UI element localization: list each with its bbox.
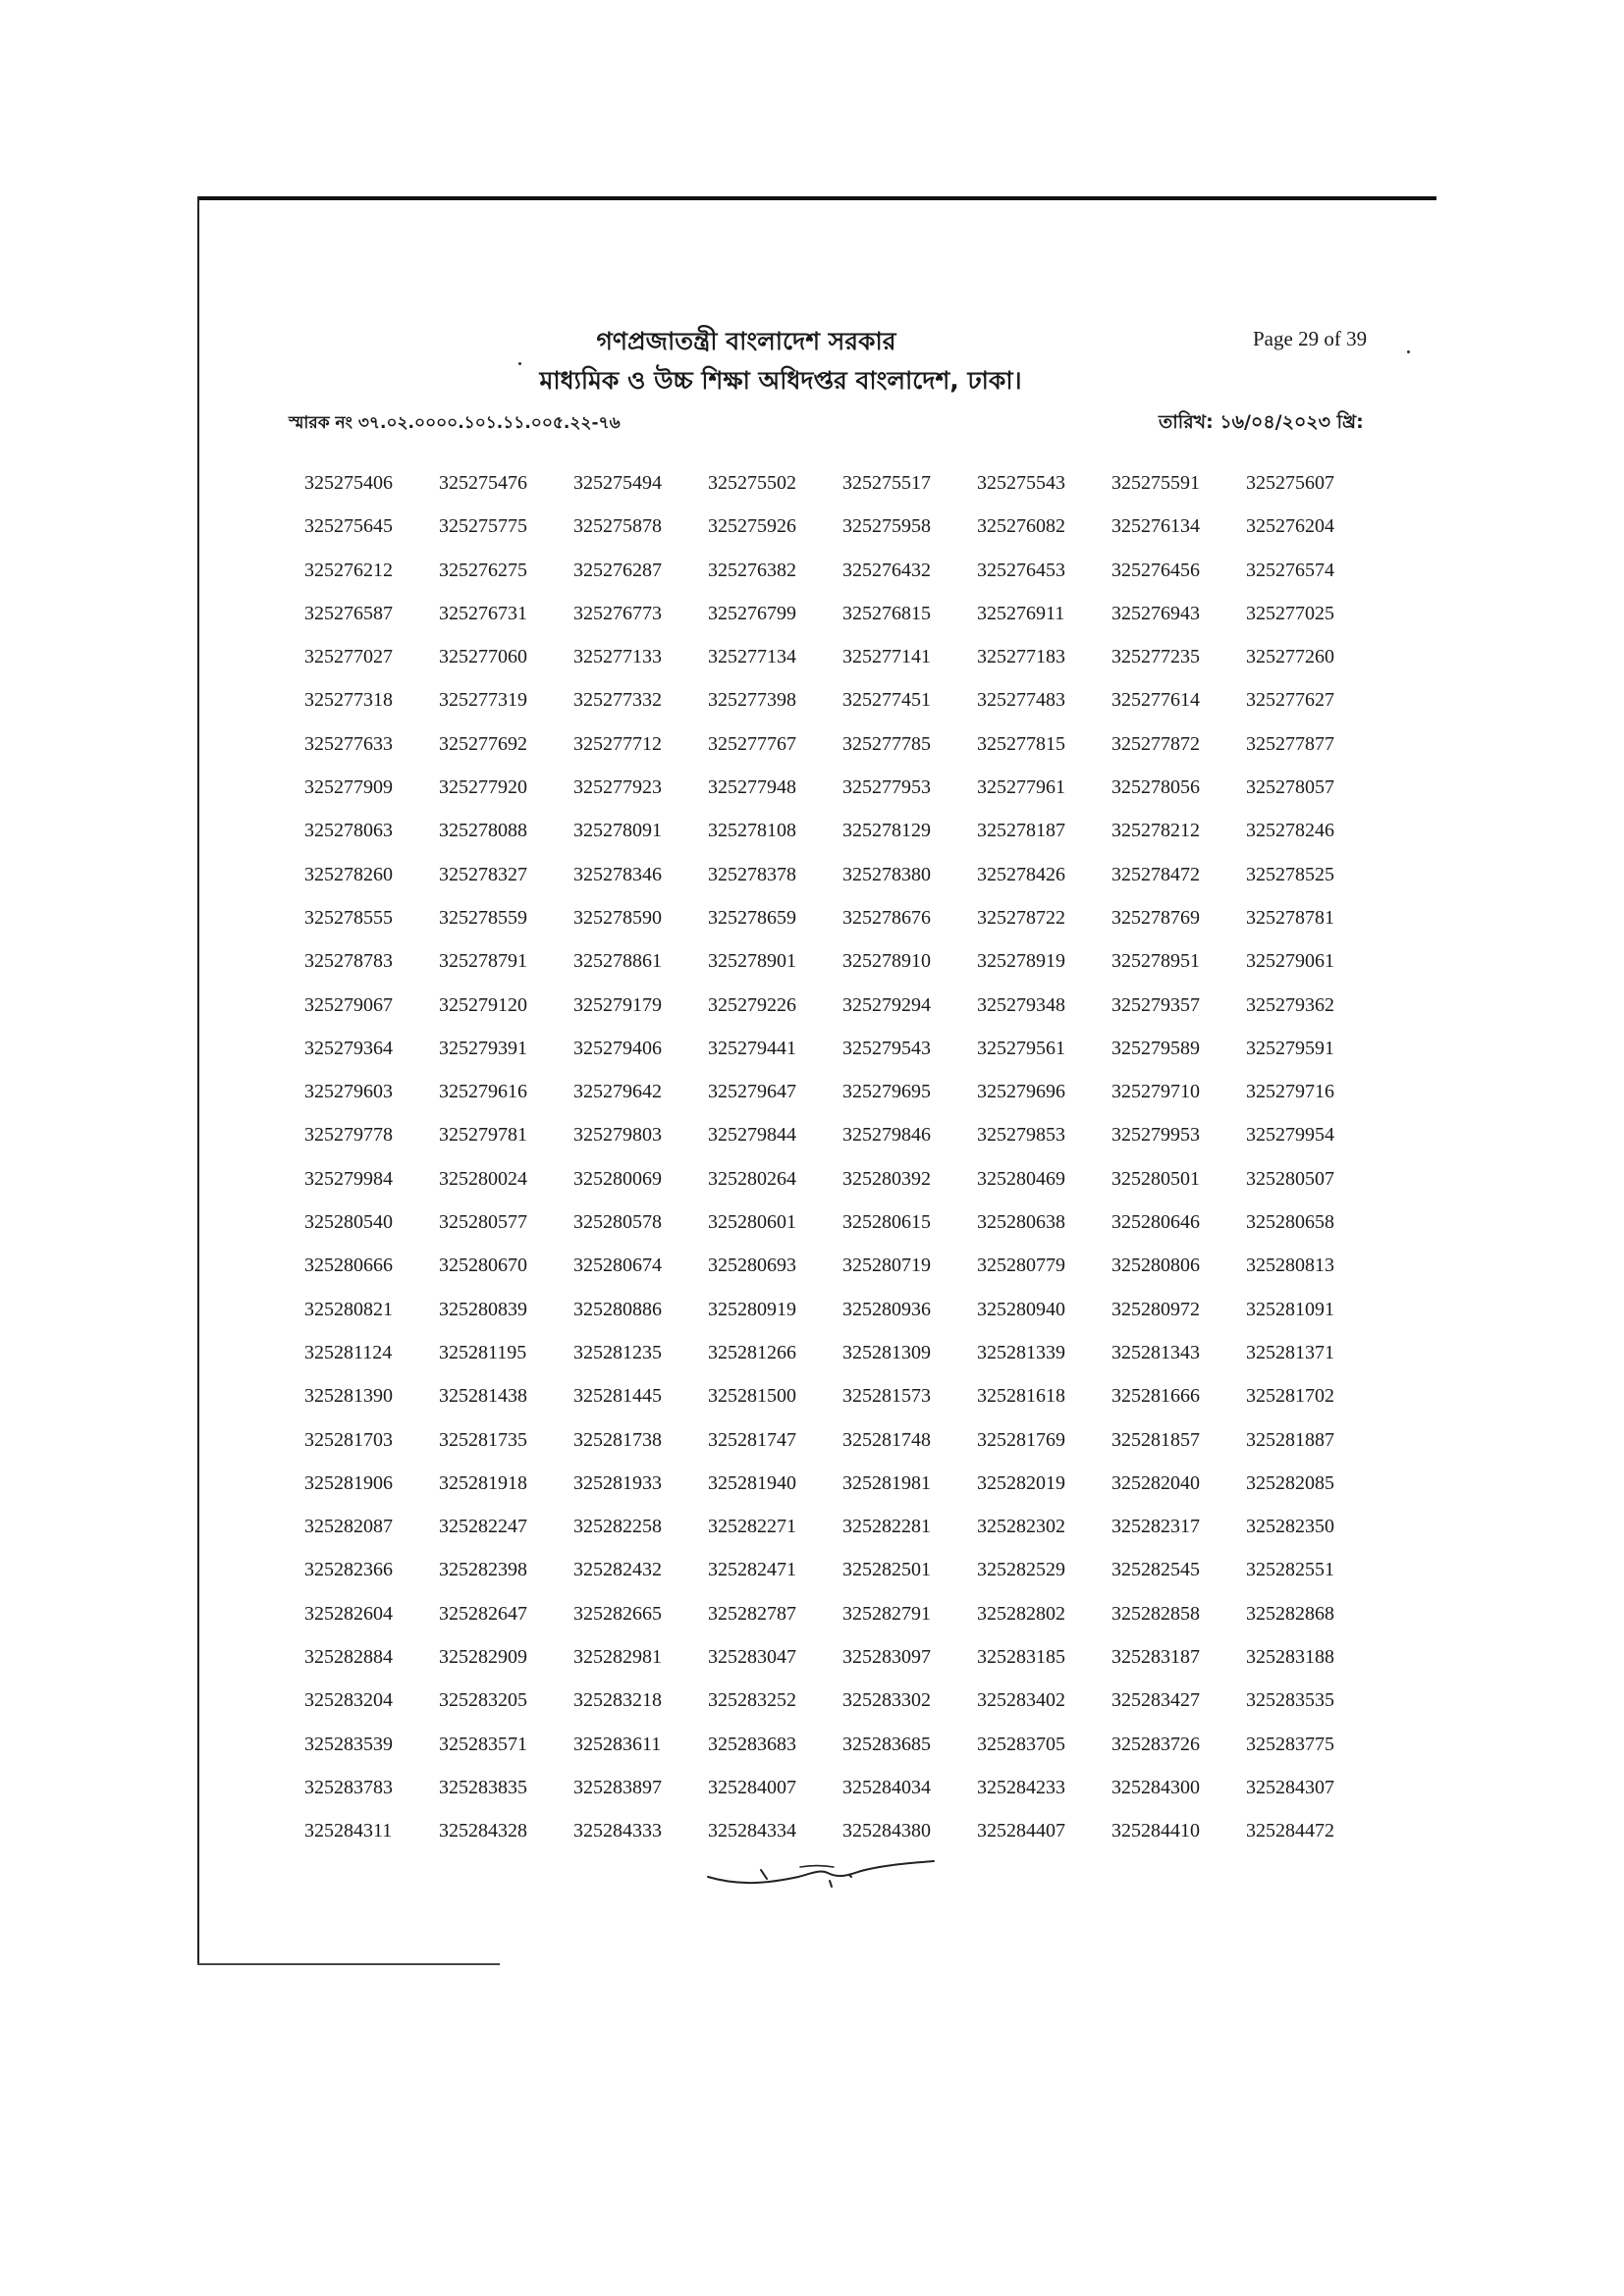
scan-speck [1407,350,1410,353]
roll-number-cell: 325279954 [1246,1124,1334,1147]
roll-number-cell: 325275926 [708,515,796,538]
roll-number-cell: 325280507 [1246,1167,1334,1190]
roll-number-cell: 325281747 [708,1428,796,1451]
roll-number-cell: 325279696 [977,1081,1065,1103]
roll-number-cell: 325275494 [573,472,662,494]
roll-number-cell: 325278246 [1246,820,1334,842]
roll-number-cell: 325276815 [842,602,931,624]
roll-number-cell: 325281702 [1246,1385,1334,1408]
roll-number-cell: 325284233 [977,1776,1065,1798]
roll-number-cell: 325281918 [439,1471,527,1494]
roll-number-cell: 325275517 [842,472,931,494]
roll-number-cell: 325284311 [304,1820,393,1842]
roll-number-cell: 325283097 [842,1646,931,1669]
roll-number-cell: 325282909 [439,1646,527,1669]
roll-number-cell: 325277318 [304,689,393,712]
roll-number-cell: 325279846 [842,1124,931,1147]
roll-number-cell: 325281124 [304,1341,393,1363]
roll-number-cell: 325281618 [977,1385,1065,1408]
roll-number-cell: 325278472 [1111,863,1200,885]
roll-number-cell: 325282398 [439,1559,527,1581]
issue-date: তারিখ: ১৬/০৪/২০২৩ খ্রি: [1159,411,1364,433]
roll-number-cell: 325278722 [977,906,1065,929]
roll-number-cell: 325279226 [708,993,796,1016]
roll-number-cell: 325282787 [708,1602,796,1625]
roll-number-cell: 325279647 [708,1081,796,1103]
memo-number: স্মারক নং ৩৭.০২.০০০০.১০১.১১.০০৫.২২-৭৬ [289,413,621,433]
roll-number-cell: 325275543 [977,472,1065,494]
roll-number-cell: 325282868 [1246,1602,1334,1625]
roll-number-cell: 325279120 [439,993,527,1016]
page-number: Page 29 of 39 [1253,327,1368,350]
roll-number-cell: 325280646 [1111,1211,1200,1234]
roll-number-cell: 325275406 [304,472,393,494]
roll-number-cell: 325283188 [1246,1646,1334,1669]
roll-number-cell: 325280540 [304,1211,393,1234]
roll-number-cell: 325279067 [304,993,393,1016]
roll-number-cell: 325280821 [304,1298,393,1320]
roll-number-cell: 325284300 [1111,1776,1200,1798]
roll-number-cell: 325278327 [439,863,527,885]
roll-number-cell: 325280069 [573,1167,662,1190]
roll-number-cell: 325276574 [1246,559,1334,581]
roll-number-cell: 325283402 [977,1689,1065,1712]
roll-number-cell: 325283783 [304,1776,393,1798]
roll-number-cell: 325284333 [573,1820,662,1842]
roll-number-cell: 325276432 [842,559,931,581]
roll-number-cell: 325276456 [1111,559,1200,581]
roll-number-cell: 325282551 [1246,1559,1334,1581]
roll-number-cell: 325275502 [708,472,796,494]
roll-number-cell: 325276134 [1111,515,1200,538]
roll-number-cell: 325277027 [304,646,393,668]
roll-number-cell: 325284472 [1246,1820,1334,1842]
roll-number-cell: 325276943 [1111,602,1200,624]
roll-number-cell: 325282791 [842,1602,931,1625]
roll-number-cell: 325283427 [1111,1689,1200,1712]
roll-number-cell: 325277260 [1246,646,1334,668]
roll-number-cell: 325278769 [1111,906,1200,929]
roll-number-cell: 325283705 [977,1733,1065,1755]
roll-number-cell: 325277627 [1246,689,1334,712]
roll-number-cell: 325284334 [708,1820,796,1842]
roll-number-cell: 325283539 [304,1733,393,1755]
roll-number-cell: 325275476 [439,472,527,494]
roll-number-cell: 325278187 [977,820,1065,842]
roll-number-cell: 325278919 [977,950,1065,973]
roll-number-cell: 325276453 [977,559,1065,581]
roll-number-cell: 325280577 [439,1211,527,1234]
roll-number-cell: 325280615 [842,1211,931,1234]
roll-number-cell: 325283897 [573,1776,662,1798]
roll-number-cell: 325277920 [439,776,527,799]
roll-number-cell: 325281091 [1246,1298,1334,1320]
roll-number-cell: 325284410 [1111,1820,1200,1842]
roll-number-cell: 325282247 [439,1516,527,1538]
roll-number-cell: 325278590 [573,906,662,929]
roll-number-cell: 325275878 [573,515,662,538]
roll-number-cell: 325278108 [708,820,796,842]
roll-number-cell: 325282981 [573,1646,662,1669]
roll-number-cell: 325277909 [304,776,393,799]
roll-number-cell: 325280578 [573,1211,662,1234]
roll-number-cell: 325276212 [304,559,393,581]
roll-number-cell: 325277877 [1246,732,1334,755]
roll-number-cell: 325278783 [304,950,393,973]
roll-number-cell: 325282545 [1111,1559,1200,1581]
roll-number-cell: 325278951 [1111,950,1200,973]
roll-number-cell: 325277785 [842,732,931,755]
roll-number-cell: 325279710 [1111,1081,1200,1103]
roll-number-cell: 325280839 [439,1298,527,1320]
roll-number-cell: 325277141 [842,646,931,668]
roll-number-cell: 325280392 [842,1167,931,1190]
roll-number-cell: 325282317 [1111,1516,1200,1538]
roll-number-cell: 325277060 [439,646,527,668]
roll-number-cell: 325282471 [708,1559,796,1581]
roll-number-cell: 325277767 [708,732,796,755]
roll-number-cell: 325278088 [439,820,527,842]
roll-number-cell: 325276275 [439,559,527,581]
roll-number-cell: 325279695 [842,1081,931,1103]
roll-number-cell: 325281390 [304,1385,393,1408]
roll-number-cell: 325278129 [842,820,931,842]
roll-number-cell: 325282281 [842,1516,931,1538]
roll-number-cell: 325281500 [708,1385,796,1408]
roll-number-cell: 325283611 [573,1733,662,1755]
roll-number-cell: 325283185 [977,1646,1065,1669]
roll-number-cell: 325281940 [708,1471,796,1494]
roll-number-cell: 325278346 [573,863,662,885]
roll-number-cell: 325278659 [708,906,796,929]
roll-number-cell: 325281933 [573,1471,662,1494]
roll-number-cell: 325278212 [1111,820,1200,842]
roll-number-cell: 325278525 [1246,863,1334,885]
roll-number-cell: 325283187 [1111,1646,1200,1669]
roll-number-cell: 325277451 [842,689,931,712]
roll-number-cell: 325277025 [1246,602,1334,624]
roll-number-cell: 325282085 [1246,1471,1334,1494]
roll-number-cell: 325281981 [842,1471,931,1494]
roll-number-cell: 325275775 [439,515,527,538]
roll-number-cell: 325280719 [842,1255,931,1277]
roll-number-cell: 325280264 [708,1167,796,1190]
roll-number-cell: 325280469 [977,1167,1065,1190]
roll-number-cell: 325279781 [439,1124,527,1147]
roll-number-cell: 325280024 [439,1167,527,1190]
roll-number-cell: 325282665 [573,1602,662,1625]
roll-number-cell: 325281748 [842,1428,931,1451]
roll-number-cell: 325282802 [977,1602,1065,1625]
roll-number-cell: 325283571 [439,1733,527,1755]
roll-number-cell: 325279348 [977,993,1065,1016]
roll-number-cell: 325278380 [842,863,931,885]
roll-number-cell: 325280693 [708,1255,796,1277]
roll-number-cell: 325280601 [708,1211,796,1234]
roll-number-cell: 325278426 [977,863,1065,885]
roll-number-cell: 325277398 [708,689,796,712]
roll-number-cell: 325281266 [708,1341,796,1363]
roll-number-cell: 325280666 [304,1255,393,1277]
roll-number-cell: 325275591 [1111,472,1200,494]
roll-number-cell: 325277332 [573,689,662,712]
roll-number-cell: 325278676 [842,906,931,929]
roll-number-cell: 325278063 [304,820,393,842]
roll-number-cell: 325277483 [977,689,1065,712]
roll-number-cell: 325279642 [573,1081,662,1103]
roll-number-cell: 325279561 [977,1037,1065,1059]
roll-number-cell: 325281339 [977,1341,1065,1363]
roll-number-cell: 325283775 [1246,1733,1334,1755]
roll-number-cell: 325281769 [977,1428,1065,1451]
roll-number-cell: 325275607 [1246,472,1334,494]
roll-number-cell: 325283252 [708,1689,796,1712]
roll-number-cell: 325281343 [1111,1341,1200,1363]
roll-number-cell: 325282040 [1111,1471,1200,1494]
roll-number-cell: 325284328 [439,1820,527,1842]
roll-number-cell: 325280658 [1246,1211,1334,1234]
roll-number-cell: 325279294 [842,993,931,1016]
roll-number-cell: 325279391 [439,1037,527,1059]
roll-number-cell: 325282604 [304,1602,393,1625]
roll-number-cell: 325278781 [1246,906,1334,929]
roll-number-cell: 325284407 [977,1820,1065,1842]
roll-number-cell: 325283302 [842,1689,931,1712]
roll-number-cell: 325277953 [842,776,931,799]
roll-number-cell: 325281438 [439,1385,527,1408]
roll-number-cell: 325277961 [977,776,1065,799]
roll-number-cell: 325279984 [304,1167,393,1190]
roll-number-cell: 325278378 [708,863,796,885]
roll-number-cell: 325280638 [977,1211,1065,1234]
roll-number-cell: 325278910 [842,950,931,973]
roll-number-cell: 325279362 [1246,993,1334,1016]
roll-number-cell: 325279591 [1246,1037,1334,1059]
signature [702,1849,938,1898]
roll-number-cell: 325279803 [573,1124,662,1147]
roll-number-cell: 325282647 [439,1602,527,1625]
page-border-left [197,196,199,1963]
roll-number-cell: 325276911 [977,602,1065,624]
roll-number-cell: 325282019 [977,1471,1065,1494]
roll-number-cell: 325276587 [304,602,393,624]
roll-number-cell: 325279853 [977,1124,1065,1147]
roll-number-cell: 325275645 [304,515,393,538]
roll-number-cell: 325279953 [1111,1124,1200,1147]
roll-number-cell: 325280919 [708,1298,796,1320]
roll-number-cell: 325277872 [1111,732,1200,755]
roll-number-cell: 325276082 [977,515,1065,538]
roll-number-cell: 325276799 [708,602,796,624]
roll-number-cell: 325283205 [439,1689,527,1712]
roll-number-cell: 325282858 [1111,1602,1200,1625]
roll-number-cell: 325280779 [977,1255,1065,1277]
roll-number-cell: 325283685 [842,1733,931,1755]
roll-number-cell: 325277319 [439,689,527,712]
roll-number-cell: 325277133 [573,646,662,668]
roll-number-cell: 325276731 [439,602,527,624]
roll-number-cell: 325276204 [1246,515,1334,538]
page-border-bottom [197,1963,500,1965]
roll-number-cell: 325280674 [573,1255,662,1277]
roll-number-cell: 325277183 [977,646,1065,668]
roll-number-cell: 325277692 [439,732,527,755]
directorate-title: মাধ্যমিক ও উচ্চ শিক্ষা অধিদপ্তর বাংলাদেশ, ঢাকা। [539,366,1022,395]
government-title: গণপ্রজাতন্ত্রী বাংলাদেশ সরকার [596,327,896,355]
roll-number-cell: 325279406 [573,1037,662,1059]
roll-number-cell: 325281738 [573,1428,662,1451]
roll-number-cell: 325279589 [1111,1037,1200,1059]
roll-number-cell: 325279179 [573,993,662,1016]
roll-number-cell: 325277923 [573,776,662,799]
roll-number-cell: 325279603 [304,1081,393,1103]
roll-number-cell: 325279616 [439,1081,527,1103]
roll-number-cell: 325278091 [573,820,662,842]
roll-number-cell: 325278901 [708,950,796,973]
roll-number-cell: 325282271 [708,1516,796,1538]
roll-number-cell: 325281371 [1246,1341,1334,1363]
roll-number-cell: 325277815 [977,732,1065,755]
roll-number-cell: 325281666 [1111,1385,1200,1408]
roll-number-cell: 325277948 [708,776,796,799]
roll-number-cell: 325281857 [1111,1428,1200,1451]
roll-number-cell: 325281309 [842,1341,931,1363]
roll-number-cell: 325284307 [1246,1776,1334,1798]
roll-number-cell: 325280936 [842,1298,931,1320]
roll-number-cell: 325281445 [573,1385,662,1408]
roll-number-cell: 325279543 [842,1037,931,1059]
roll-number-cell: 325277712 [573,732,662,755]
roll-number-cell: 325283218 [573,1689,662,1712]
roll-number-cell: 325281573 [842,1385,931,1408]
roll-number-cell: 325278555 [304,906,393,929]
roll-number-cell: 325281735 [439,1428,527,1451]
roll-number-cell: 325276382 [708,559,796,581]
roll-number-cell: 325279364 [304,1037,393,1059]
roll-number-cell: 325282366 [304,1559,393,1581]
roll-number-cell: 325280501 [1111,1167,1200,1190]
roll-number-cell: 325283204 [304,1689,393,1712]
roll-number-cell: 325281887 [1246,1428,1334,1451]
roll-number-cell: 325284034 [842,1776,931,1798]
roll-number-cell: 325284007 [708,1776,796,1798]
roll-number-cell: 325279357 [1111,993,1200,1016]
roll-number-cell: 325282350 [1246,1516,1334,1538]
roll-number-cell: 325279778 [304,1124,393,1147]
roll-number-cell: 325280972 [1111,1298,1200,1320]
roll-number-cell: 325282087 [304,1516,393,1538]
roll-number-cell: 325282529 [977,1559,1065,1581]
roll-number-cell: 325283683 [708,1733,796,1755]
roll-number-cell: 325277235 [1111,646,1200,668]
roll-number-cell: 325279844 [708,1124,796,1147]
roll-number-cell: 325279441 [708,1037,796,1059]
roll-number-cell: 325279061 [1246,950,1334,973]
roll-number-cell: 325277134 [708,646,796,668]
roll-number-cell: 325280886 [573,1298,662,1320]
roll-number-cell: 325283047 [708,1646,796,1669]
roll-number-cell: 325282501 [842,1559,931,1581]
roll-number-cell: 325282884 [304,1646,393,1669]
roll-number-cell: 325278057 [1246,776,1334,799]
roll-number-cell: 325282432 [573,1559,662,1581]
roll-number-cell: 325281195 [439,1341,527,1363]
roll-number-cell: 325284380 [842,1820,931,1842]
roll-number-cell: 325283835 [439,1776,527,1798]
roll-number-cell: 325278861 [573,950,662,973]
roll-number-cell: 325283535 [1246,1689,1334,1712]
roll-number-cell: 325280813 [1246,1255,1334,1277]
roll-number-table [304,461,1380,1853]
roll-number-cell: 325278791 [439,950,527,973]
roll-number-cell: 325281703 [304,1428,393,1451]
roll-number-cell: 325277614 [1111,689,1200,712]
roll-number-cell: 325281235 [573,1341,662,1363]
roll-number-cell: 325275958 [842,515,931,538]
roll-number-cell: 325278559 [439,906,527,929]
roll-number-cell: 325280670 [439,1255,527,1277]
roll-number-cell: 325277633 [304,732,393,755]
roll-number-cell: 325282302 [977,1516,1065,1538]
roll-number-cell: 325281906 [304,1471,393,1494]
roll-number-cell: 325282258 [573,1516,662,1538]
page-border-top [197,196,1436,200]
roll-number-cell: 325276287 [573,559,662,581]
roll-number-cell: 325279716 [1246,1081,1334,1103]
roll-number-cell: 325280940 [977,1298,1065,1320]
roll-number-cell: 325276773 [573,602,662,624]
roll-number-cell: 325283726 [1111,1733,1200,1755]
roll-number-cell: 325278260 [304,863,393,885]
roll-number-cell: 325280806 [1111,1255,1200,1277]
roll-number-cell: 325278056 [1111,776,1200,799]
